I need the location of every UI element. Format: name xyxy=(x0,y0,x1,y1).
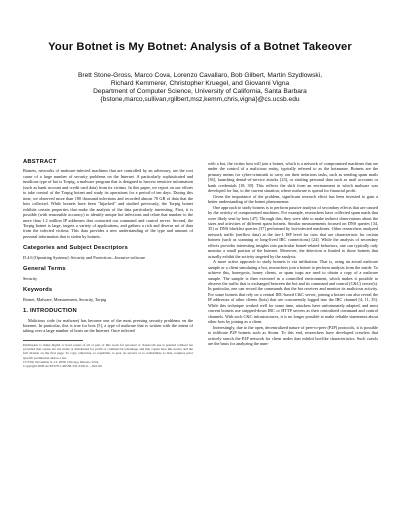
abstract-text: Botnets, networks of malware-infected machines that are controlled by an adversary, are the root cause of a large number of security problems on the Internet. A particularly sophisticated and insidious type of bot is Torpig, a malware program that is designed to harvest sensitive information (such as bank account and credit card data) from its victims. In this paper, we report on our efforts to take control of the Torpig botnet and study its operations for a period of ten days. During this time, we observed more than 180 thousand infections and recorded almost 70 GB of data that the bots collected. While botnets have been "hijacked" and studied previously, the Torpig botnet exhibits certain properties that make the analysis of the data particularly interesting. First, it is possible (with reasonable accuracy) to identify unique bot infections and relate that number to the more than 1.2 million IP addresses that contacted our command and control server. Second, the Torpig botnet is large, targets a variety of applications, and gathers a rich and diverse set of data from the infected victims. This data provides a new understanding of the type and amount of personal information that is stolen by botnets. xyxy=(23,168,193,239)
paper-title: Your Botnet is My Botnet: Analysis of a Botnet Takeover xyxy=(48,41,352,53)
left-column xyxy=(23,160,193,369)
right-column xyxy=(208,161,378,346)
keywords-text: Botnet, Malware, Measurement, Security, Torpig xyxy=(23,296,107,302)
abstract-body xyxy=(23,168,193,239)
general-terms-text: Security xyxy=(23,275,38,281)
author-names-line-1: Brett Stone-Gross, Marco Cova, Lorenzo Cavallaro, Bob Gilbert, Martin Szydlowski, xyxy=(77,72,323,79)
permission-notice: Permission to make digital or hard copies of all or part of this work for personal or classroom use is granted without fee provided that copies are not made or distributed for profit or commercial advantage and that copies bear this notice and the full citation on the first page. To copy otherwise, to republish, to post on servers or to redistribute to lists, requires prior specific permission and/or a fee. xyxy=(23,342,193,360)
author-affiliation: Department of Computer Science, University of California, Santa Barbara xyxy=(93,88,307,96)
right-column-body xyxy=(208,161,378,346)
keywords-heading: Keywords xyxy=(23,287,53,294)
introduction-heading: 1. INTRODUCTION xyxy=(23,308,77,315)
introduction-text: Malicious code (or malware) has become one of the most pressing security problems on the Internet. In particular, this is true for bots [5], a type of malware that is written with the intent of taking over a large number of hosts on the Internet. Once infected xyxy=(23,317,193,334)
body-paragraph: Given the importance of the problem, significant research effort has been invested to gain a better understanding of the botnet phenomenon. xyxy=(208,193,378,205)
categories-text: D.4.6 [Operating Systems]: Security and Protection—Invasive software xyxy=(23,254,146,260)
author-names-line-2: Richard Kemmerer, Christopher Kruegel, and Giovanni Vigna xyxy=(110,80,290,88)
author-emails: {bstone,marco,sullivan,rgilbert,msz,kemm,chris,vigna}@cs.ucsb.edu xyxy=(100,96,300,104)
copyright-line: Copyright 2009 ACM 978-1-60558-352-5/09/11 ...$10.00. xyxy=(23,364,103,369)
introduction-body xyxy=(23,318,193,334)
categories-heading: Categories and Subject Descriptors xyxy=(23,245,129,252)
body-paragraph: One approach to study botnets is to perform passive analysis of secondary effects that are caused by the activity of compromised machines. For example, researchers have collected spam mails that were likely sent by bots [47]. Through this, they were able to make indirect observations about the sizes and activities of different spam botnets. Similar measurements focused on DNS queries [34, 35] or DNS blacklist queries [37] performed by bot-infected machines. Other researchers analyzed network traffic (netflow data) at the tier-1 ISP level for cues that are characteristic for certain botnets (such as scanning or long-lived IRC connections) [24]. While the analysis of secondary effects provides interesting insights into particular botnet-related behaviors, one can typically only monitor a small portion of the Internet. Moreover, the detection is limited to those botnets that actually exhibit the activity targeted by the analysis. xyxy=(208,204,378,259)
body-paragraph: A more active approach to study botnets is via infiltration. That is, using an actual malware sample or a client simulating a bot, researchers join a botnet to perform analysis from the inside. To achieve this, honeypots, honey clients, or spam traps are used to obtain a copy of a malware sample. The sample is then executed in a controlled environment, which makes it possible to observe the traffic that is exchanged between the bot and its command and control (C&C) server(s). In particular, one can record the commands that the bot receives and monitor its malicious activity. For some botnets that rely on a central IRC-based C&C server, joining a botnet can also reveal the IP addresses of other clients (bots) that are concurrently logged into the IRC channel [4, 11, 35]. While this technique worked well for some time, attackers have unfortunately adapted, and most current botnets use stripped-down IRC or HTTP servers as their centralized command and control channels. With such C&C infrastructures, it is no longer possible to make reliable statements about other bots by joining as a client. xyxy=(208,259,378,325)
general-terms-heading: General Terms xyxy=(23,266,66,273)
body-paragraph: with a bot, the victim host will join a botnet, which is a network of compromised machines that are under the control of a malicious entity, typically referred to as the botmaster. Botnets are the primary means for cyber-criminals to carry out their nefarious tasks, such as sending spam mails [36], launching denial-of-service attacks [23], or stealing personal data such as mail accounts or bank credentials [18, 39]. This reflects the shift from an environment in which malware was developed for fun, to the current situation, where malware is spread for financial profit. xyxy=(208,161,378,194)
body-paragraph: Interestingly, due to the open, decentralized nature of peer-to-peer (P2P) protocols, it is possible to infiltrate P2P botnets such as Storm. To this end, researchers have developed crawlers that actively search the P2P network for client nodes that exhibit bot-like characteristics. Such crawls are the basis for analyzing the num- xyxy=(208,324,378,346)
copyright-footnote xyxy=(23,343,193,369)
abstract-heading: ABSTRACT xyxy=(23,159,57,165)
conference-line: CCS'09, November 9–13, 2009, Chicago, Illinois, USA. xyxy=(23,360,100,365)
footnote-divider xyxy=(23,340,83,341)
author-block xyxy=(20,72,380,104)
